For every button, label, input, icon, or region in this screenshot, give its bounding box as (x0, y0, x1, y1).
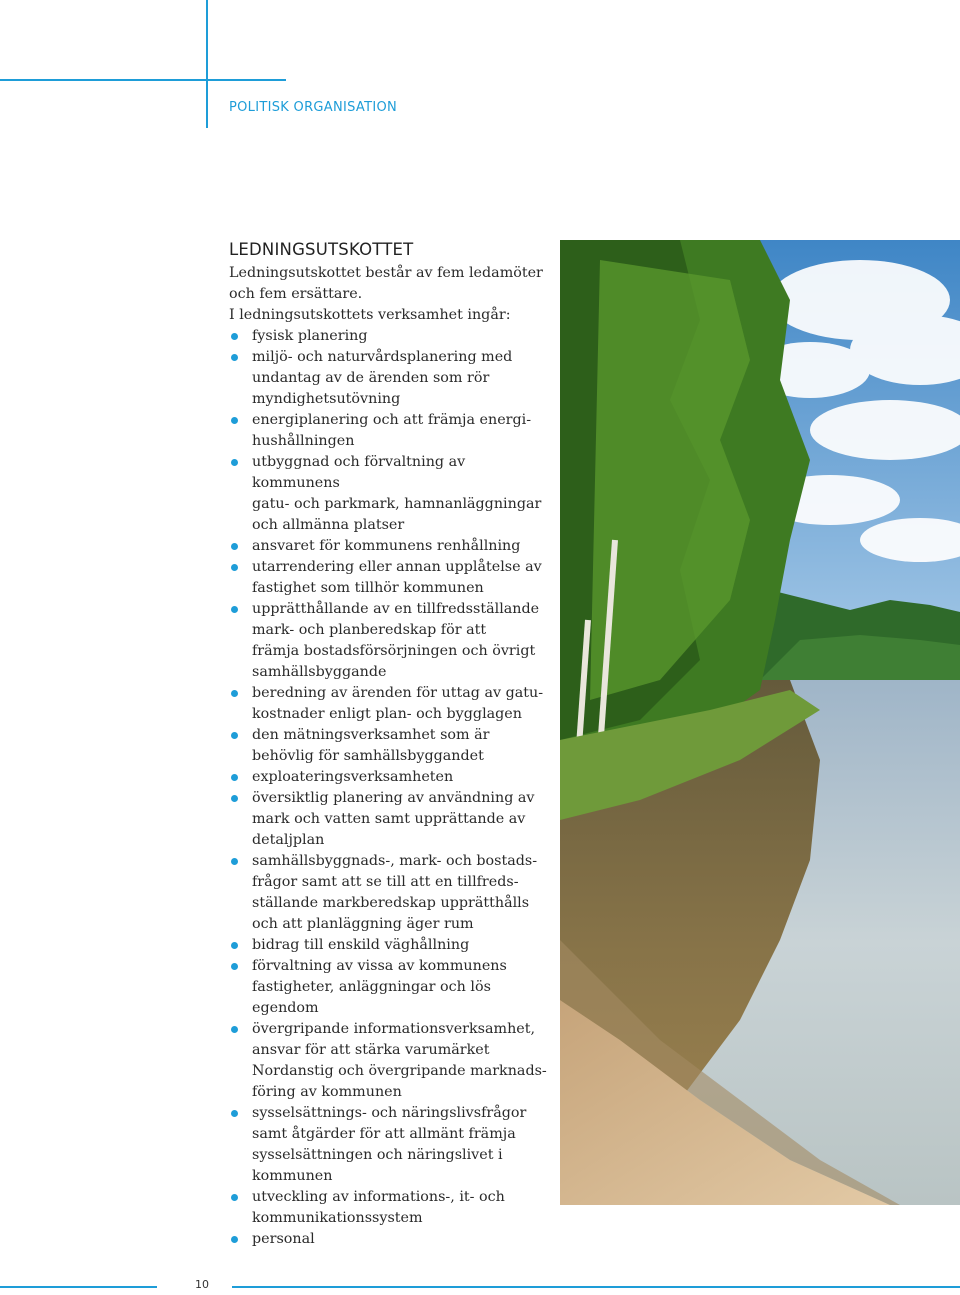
duty-text: ansvaret för kommunens renhållning (252, 538, 521, 554)
duty-text: utarrendering eller annan upplåtelse av fastighet som tillhör kommunen (252, 559, 542, 596)
bullet-icon (231, 963, 238, 970)
duty-item (229, 1103, 549, 1187)
duty-item (229, 851, 549, 935)
bullet-icon (231, 942, 238, 949)
footer-rule-right (232, 1286, 960, 1288)
lake-photo (560, 240, 960, 1205)
duty-text: den mätningsverksamhet som är behövlig för samhällsbyggandet (252, 727, 490, 764)
duty-text: miljö- och naturvårdsplanering med undantag av de ärenden som rör myndighetsutövning (252, 349, 513, 407)
duty-text: samhällsbyggnads-, mark- och bostads- frågor samt att se till att en tillfreds- ställande markberedskap upprätthålls och att planläggning äger rum (252, 853, 538, 932)
bullet-icon (231, 795, 238, 802)
duty-text: övergripande informationsverksamhet, ansvar för att stärka varumärket Nordanstig och övergripande marknads- föring av kommunen (252, 1021, 547, 1100)
duty-text: upprätthållande av en tillfredsställande mark- och planberedskap för att främja bostadsförsörjningen och övrigt samhällsbyggande (252, 601, 540, 680)
duty-item (229, 1229, 549, 1250)
committee-heading: LEDNINGSUTSKOTTET (229, 240, 414, 259)
duty-item (229, 410, 549, 452)
duties-lead: I ledningsutskottets verksamhet ingår: (229, 307, 511, 323)
duty-text: personal (252, 1231, 315, 1247)
crop-mark-vertical (206, 0, 208, 128)
bullet-icon (231, 1194, 238, 1201)
bullet-icon (231, 564, 238, 571)
duty-item (229, 725, 549, 767)
bullet-icon (231, 690, 238, 697)
duty-item (229, 683, 549, 725)
duty-item (229, 788, 549, 851)
page-number: 10 (195, 1278, 209, 1291)
duty-item (229, 326, 549, 347)
footer-rule-left (0, 1286, 157, 1288)
bullet-icon (231, 1236, 238, 1243)
duty-text: fysisk planering (252, 328, 368, 344)
bullet-icon (231, 606, 238, 613)
committee-intro: Ledningsutskottet består av fem ledamöter och fem ersättare. (229, 265, 543, 302)
duty-item (229, 935, 549, 956)
bullet-icon (231, 774, 238, 781)
duty-text: utveckling av informations-, it- och kommunikationssystem (252, 1189, 505, 1226)
bullet-icon (231, 858, 238, 865)
bullet-icon (231, 1026, 238, 1033)
bullet-icon (231, 417, 238, 424)
duty-text: energiplanering och att främja energi- hushållningen (252, 412, 532, 449)
bullet-icon (231, 333, 238, 340)
duty-text: exploateringsverksamheten (252, 769, 454, 785)
duty-item (229, 557, 549, 599)
committee-section (229, 240, 549, 1250)
duty-text: beredning av ärenden för uttag av gatu- kostnader enligt plan- och bygglagen (252, 685, 544, 722)
bullet-icon (231, 354, 238, 361)
bullet-icon (231, 543, 238, 550)
duty-item (229, 452, 549, 536)
duty-item (229, 767, 549, 788)
duty-text: översiktlig planering av användning av mark och vatten samt upprättande av detaljplan (252, 790, 535, 848)
duty-item (229, 347, 549, 410)
duty-item (229, 1019, 549, 1103)
bullet-icon (231, 732, 238, 739)
duty-item (229, 599, 549, 683)
duty-text: bidrag till enskild väghållning (252, 937, 470, 953)
duties-list (229, 326, 549, 1250)
section-label: POLITISK ORGANISATION (229, 100, 398, 115)
duty-item (229, 536, 549, 557)
bullet-icon (231, 1110, 238, 1117)
duty-text: sysselsättnings- och näringslivsfrågor samt åtgärder för att allmänt främja sysselsättningen och näringslivet i kommunen (252, 1105, 527, 1184)
crop-mark-horizontal (0, 79, 286, 81)
bullet-icon (231, 459, 238, 466)
duty-item (229, 956, 549, 1019)
duty-text: utbyggnad och förvaltning av kommunens gatu- och parkmark, hamnanläggningar och allmänna platser (252, 454, 542, 533)
duty-item (229, 1187, 549, 1229)
duty-text: förvaltning av vissa av kommunens fastigheter, anläggningar och lös egendom (252, 958, 507, 1016)
